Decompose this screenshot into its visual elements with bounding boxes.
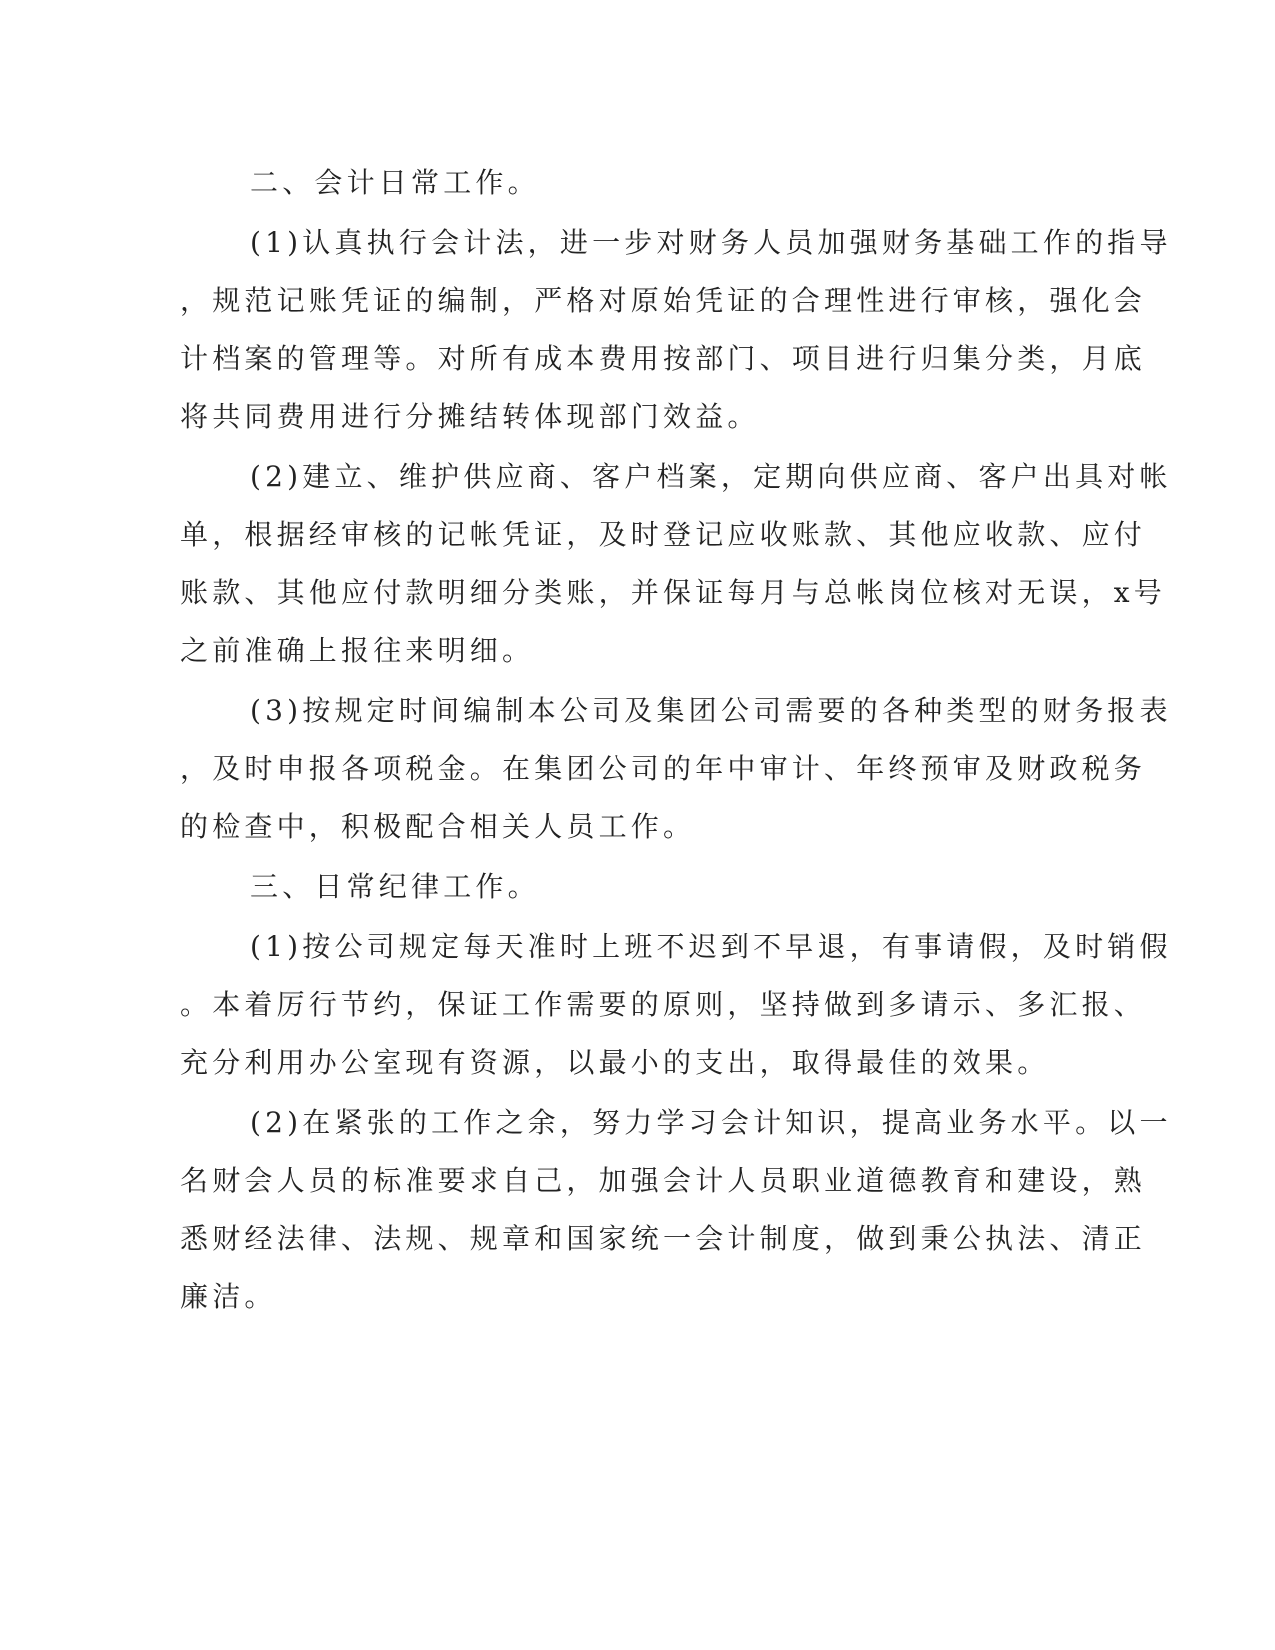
paragraph-line: 将共同费用进行分摊结转体现部门效益。 — [180, 400, 760, 433]
section-heading-3: 三、日常纪律工作。 — [250, 870, 540, 903]
paragraph-line: (1)按公司规定每天准时上班不迟到不早退，有事请假，及时销假 — [250, 930, 1172, 963]
paragraph-line: 。本着厉行节约，保证工作需要的原则，坚持做到多请示、多汇报、 — [180, 988, 1147, 1021]
paragraph-line: 之前准确上报往来明细。 — [180, 634, 535, 667]
section-heading-2: 二、会计日常工作。 — [250, 166, 540, 199]
paragraph-line: (2)建立、维护供应商、客户档案，定期向供应商、客户出具对帐 — [250, 460, 1172, 493]
paragraph-line: 悉财经法律、法规、规章和国家统一会计制度，做到秉公执法、清正 — [180, 1222, 1147, 1255]
paragraph-line: (1)认真执行会计法，进一步对财务人员加强财务基础工作的指导 — [250, 226, 1172, 259]
paragraph-line: 充分利用办公室现有资源，以最小的支出，取得最佳的效果。 — [180, 1046, 1050, 1079]
paragraph-line: ，规范记账凭证的编制，严格对原始凭证的合理性进行审核，强化会 — [180, 284, 1147, 317]
paragraph-line: 账款、其他应付款明细分类账，并保证每月与总帐岗位核对无误，x号 — [180, 576, 1166, 609]
paragraph-line: (2)在紧张的工作之余，努力学习会计知识，提高业务水平。以一 — [250, 1106, 1172, 1139]
paragraph-line: ，及时申报各项税金。在集团公司的年中审计、年终预审及财政税务 — [180, 752, 1147, 785]
paragraph-line: 的检查中，积极配合相关人员工作。 — [180, 810, 696, 843]
paragraph-line: (3)按规定时间编制本公司及集团公司需要的各种类型的财务报表 — [250, 694, 1172, 727]
paragraph-line: 计档案的管理等。对所有成本费用按部门、项目进行归集分类，月底 — [180, 342, 1147, 375]
paragraph-line: 名财会人员的标准要求自己，加强会计人员职业道德教育和建设，熟 — [180, 1164, 1147, 1197]
paragraph-line: 单，根据经审核的记帐凭证，及时登记应收账款、其他应收款、应付 — [180, 518, 1147, 551]
paragraph-line: 廉洁。 — [180, 1280, 277, 1313]
